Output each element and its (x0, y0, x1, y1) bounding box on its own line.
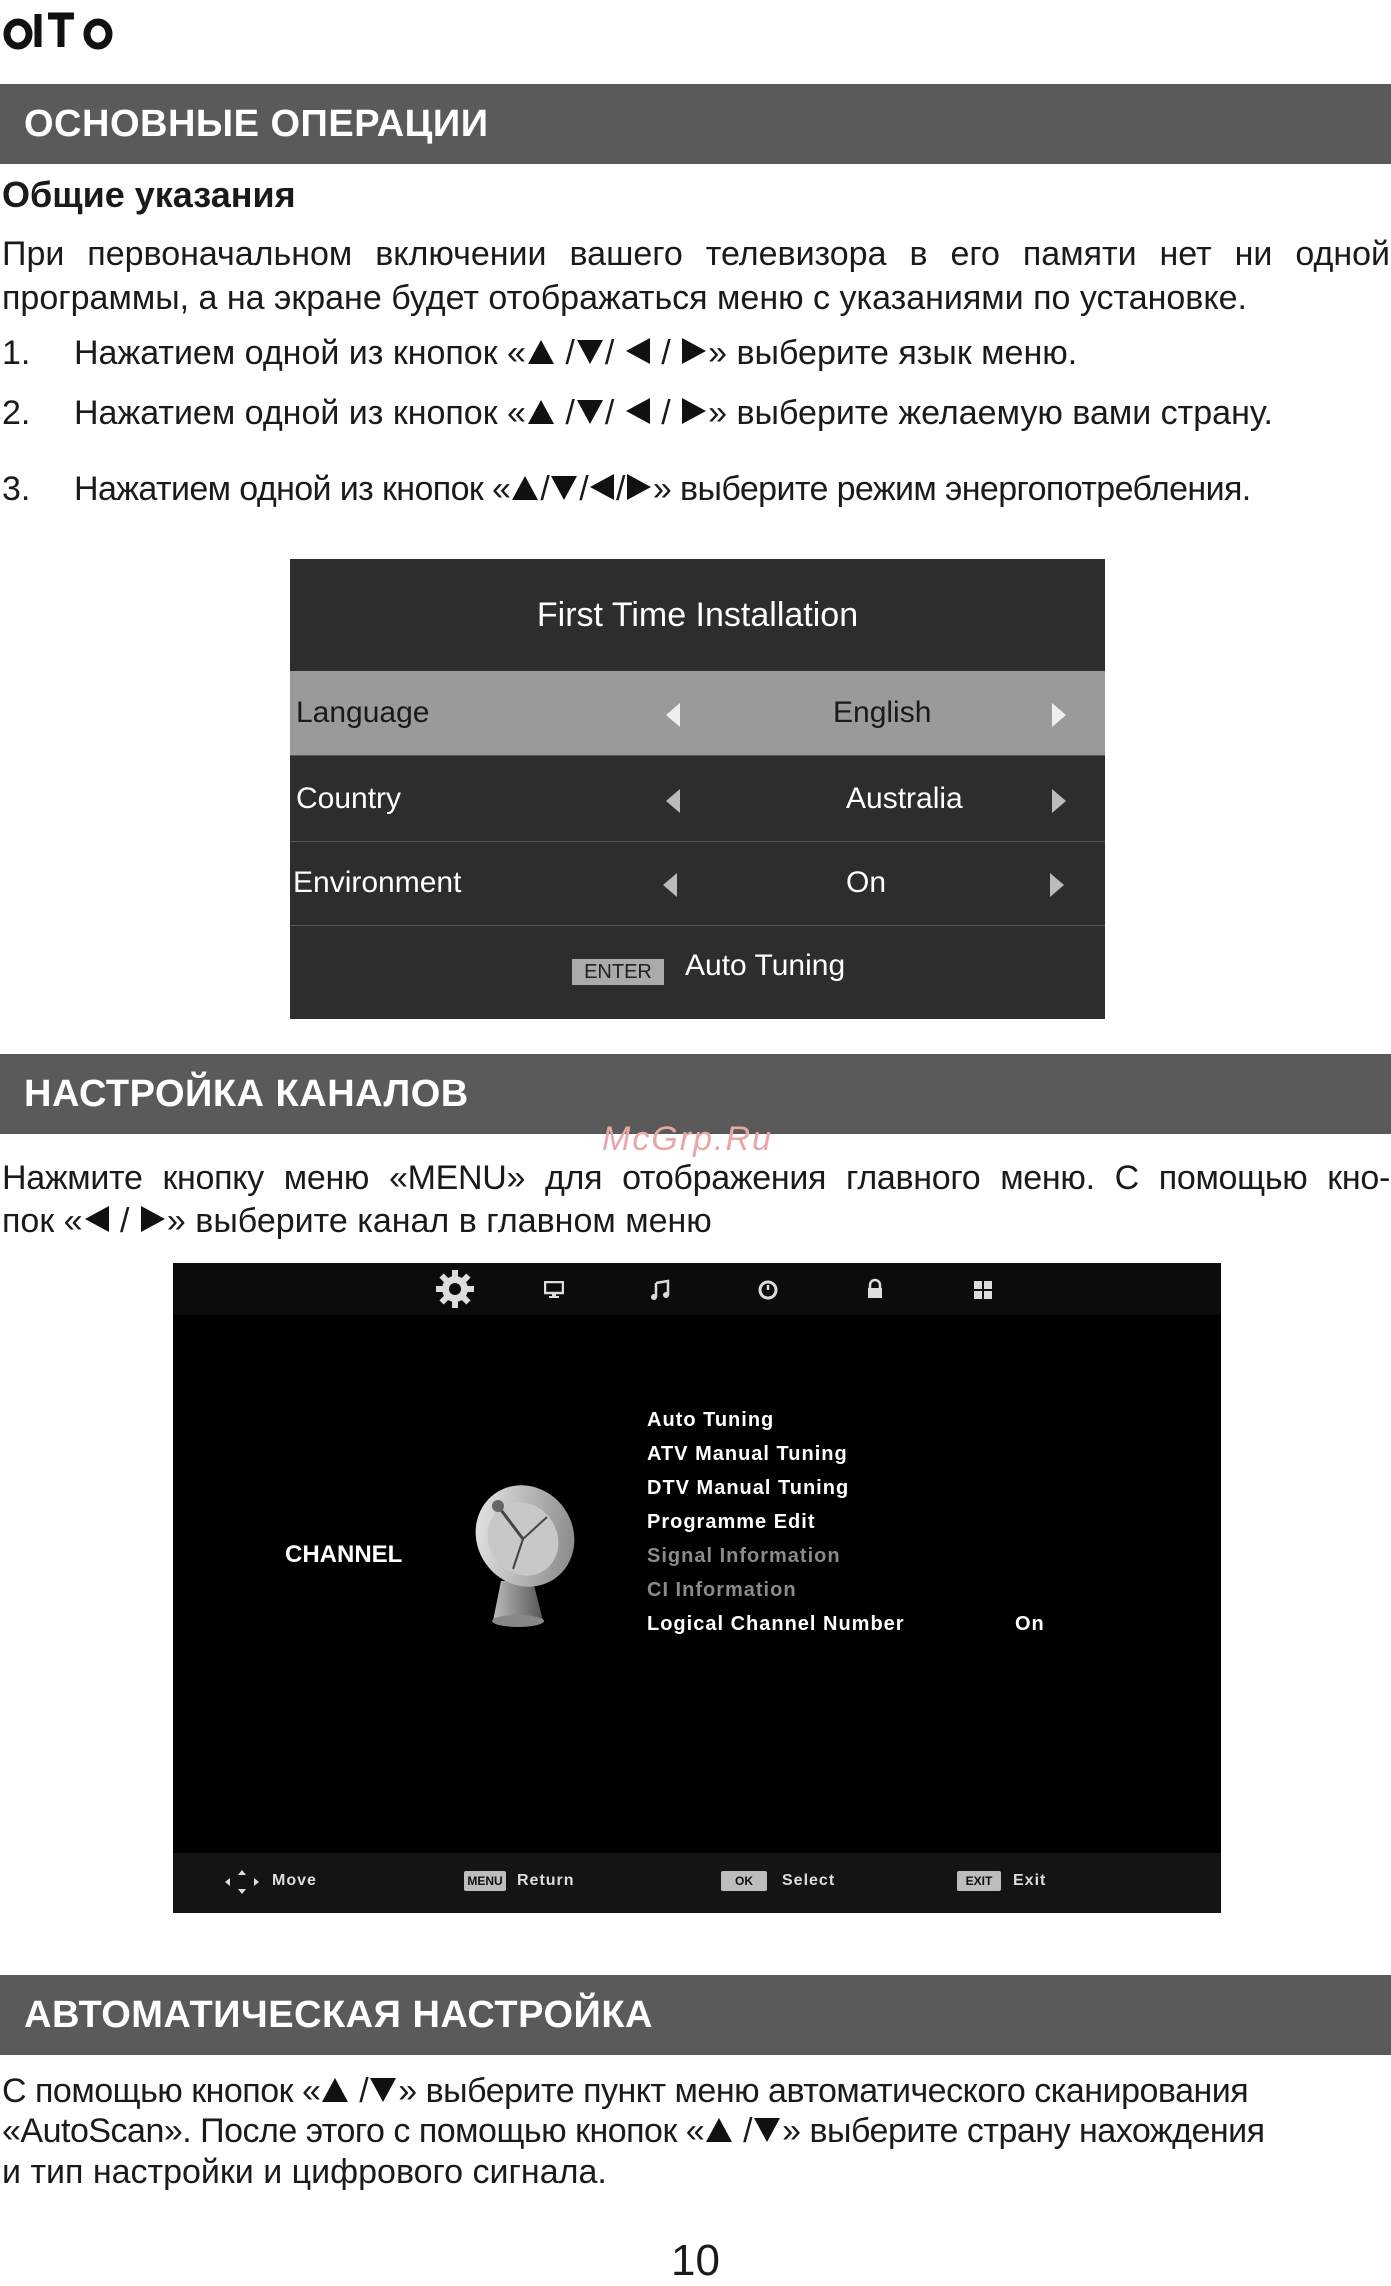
menu-item-atv-manual-tuning[interactable]: ATV Manual Tuning (647, 1443, 848, 1465)
footer-select-label: Select (782, 1872, 836, 1889)
step-number: 2. (2, 394, 31, 432)
lock-icon[interactable] (865, 1278, 885, 1300)
section-heading-basic-operations: ОСНОВНЫЕ ОПЕРАЦИИ (0, 84, 1391, 164)
text-fragment: » выберите пункт меню автоматического сканирования (398, 2072, 1249, 2110)
step-text: Нажатием одной из кнопок « (74, 394, 526, 432)
arrow-left-icon[interactable] (666, 703, 680, 727)
arrow-right-icon[interactable] (1050, 873, 1064, 897)
setting-label: Country (296, 782, 402, 815)
menu-footer (173, 1853, 1221, 1913)
text-fragment: С помощью кнопок « (2, 2072, 321, 2110)
text-fragment: » выберите страну нахождения (782, 2112, 1265, 2150)
auto-setup-line-2: «AutoScan». После этого с помощью кнопок « / » выберите страну нахождения (2, 2112, 1265, 2150)
arrow-up-icon (704, 2116, 734, 2144)
arrow-right-icon[interactable] (1052, 789, 1066, 813)
section-heading-channel-setup: НАСТРОЙКА КАНАЛОВ (0, 1054, 1391, 1134)
menu-item-dtv-manual-tuning[interactable]: DTV Manual Tuning (647, 1477, 850, 1499)
exit-key-badge: EXIT (957, 1871, 1001, 1891)
setting-row-environment[interactable] (290, 841, 1105, 926)
auto-tuning-label[interactable]: Auto Tuning (685, 949, 846, 982)
footer-move-label: Move (272, 1872, 317, 1889)
lcn-value: On (1015, 1613, 1045, 1635)
step-text: » выберите желаемую вами страну. (708, 394, 1273, 432)
page-number: 10 (671, 2236, 720, 2285)
arrow-left-icon (624, 336, 652, 366)
footer-exit-label: Exit (1013, 1872, 1047, 1889)
menu-item-auto-tuning[interactable]: Auto Tuning (647, 1409, 775, 1431)
arrow-left-icon (588, 472, 616, 502)
satellite-dish-icon (463, 1471, 583, 1631)
auto-setup-line-1: С помощью кнопок « / » выберите пункт меню автоматического сканирования (2, 2072, 1249, 2110)
monitor-icon[interactable] (544, 1281, 564, 1299)
step-text: Нажатием одной из кнопок « (74, 334, 526, 372)
menu-item-logical-channel-number[interactable]: Logical Channel Number (647, 1613, 905, 1635)
watermark: McGrp.Ru (602, 1120, 773, 1158)
arrow-up-icon (320, 2076, 350, 2104)
setting-value: On (846, 866, 887, 899)
setting-row-country[interactable] (290, 757, 1105, 842)
menu-item-signal-information: Signal Information (647, 1545, 841, 1567)
channel-intro-line-2: пок « / » выберите канал в главном меню (2, 1202, 712, 1240)
tv-channel-menu (173, 1263, 1221, 1913)
arrow-down-icon (575, 338, 605, 366)
arrow-up-icon (526, 398, 556, 426)
arrow-down-icon (368, 2076, 398, 2104)
arrow-left-icon[interactable] (666, 789, 680, 813)
arrow-up-icon (510, 474, 540, 502)
setting-row-language[interactable] (290, 671, 1105, 756)
text-fragment: «AutoScan». После этого с помощью кнопок « (2, 2112, 705, 2150)
intro-line-2: программы, а на экране будет отображаться меню с указаниями по установке. (2, 279, 1247, 317)
step-number: 3. (2, 470, 31, 508)
step-text: » выберите режим энергопотребления. (652, 470, 1251, 508)
menu-tab-bar (173, 1263, 1221, 1315)
arrow-down-icon (549, 474, 579, 502)
setting-value: Australia (846, 782, 963, 815)
text-fragment: » выберите канал в главном меню (166, 1202, 712, 1240)
music-note-icon[interactable] (649, 1279, 671, 1301)
intro-line-1: При первоначальном включении вашего телевизора в его памяти нет ни одной (2, 235, 1390, 273)
gear-icon[interactable] (435, 1269, 475, 1309)
setting-label: Environment (293, 866, 462, 899)
arrow-left-icon (83, 1204, 111, 1234)
arrow-left-icon (624, 396, 652, 426)
arrow-right-icon (680, 336, 708, 366)
footer-return-label: Return (517, 1872, 575, 1889)
subheading-general: Общие указания (2, 174, 296, 215)
setting-label: Language (296, 696, 430, 729)
setting-value: English (833, 696, 932, 729)
first-time-installation-dialog (290, 559, 1105, 1019)
auto-setup-line-3: и тип настройки и цифрового сигнала. (2, 2153, 607, 2191)
move-arrows-icon (225, 1870, 259, 1894)
dialog-title: First Time Installation (536, 596, 859, 634)
text-fragment: пок « (2, 1202, 83, 1240)
arrow-right-icon (625, 472, 653, 502)
enter-key-badge: ENTER (572, 959, 664, 985)
grid-icon[interactable] (973, 1280, 993, 1300)
olto-logo (2, 2, 122, 54)
step-text: » выберите язык меню. (708, 334, 1078, 372)
menu-page-label: CHANNEL (285, 1541, 403, 1568)
arrow-up-icon (526, 338, 556, 366)
section-heading-auto-setup: АВТОМАТИЧЕСКАЯ НАСТРОЙКА (0, 1975, 1391, 2055)
clock-icon[interactable] (757, 1279, 779, 1301)
arrow-right-icon[interactable] (1052, 703, 1066, 727)
channel-intro-line-1: Нажмите кнопку меню «MENU» для отображения главного меню. С помощью кно- (2, 1159, 1390, 1197)
step-text: Нажатием одной из кнопок « (74, 470, 511, 508)
menu-item-programme-edit[interactable]: Programme Edit (647, 1511, 816, 1533)
arrow-down-icon (575, 398, 605, 426)
arrow-right-icon (680, 396, 708, 426)
arrow-right-icon (139, 1204, 167, 1234)
menu-item-ci-information: CI Information (647, 1579, 797, 1601)
step-number: 1. (2, 334, 31, 372)
menu-key-badge: MENU (464, 1871, 506, 1891)
arrow-down-icon (752, 2116, 782, 2144)
arrow-left-icon[interactable] (663, 873, 677, 897)
ok-key-badge: OK (721, 1871, 767, 1891)
